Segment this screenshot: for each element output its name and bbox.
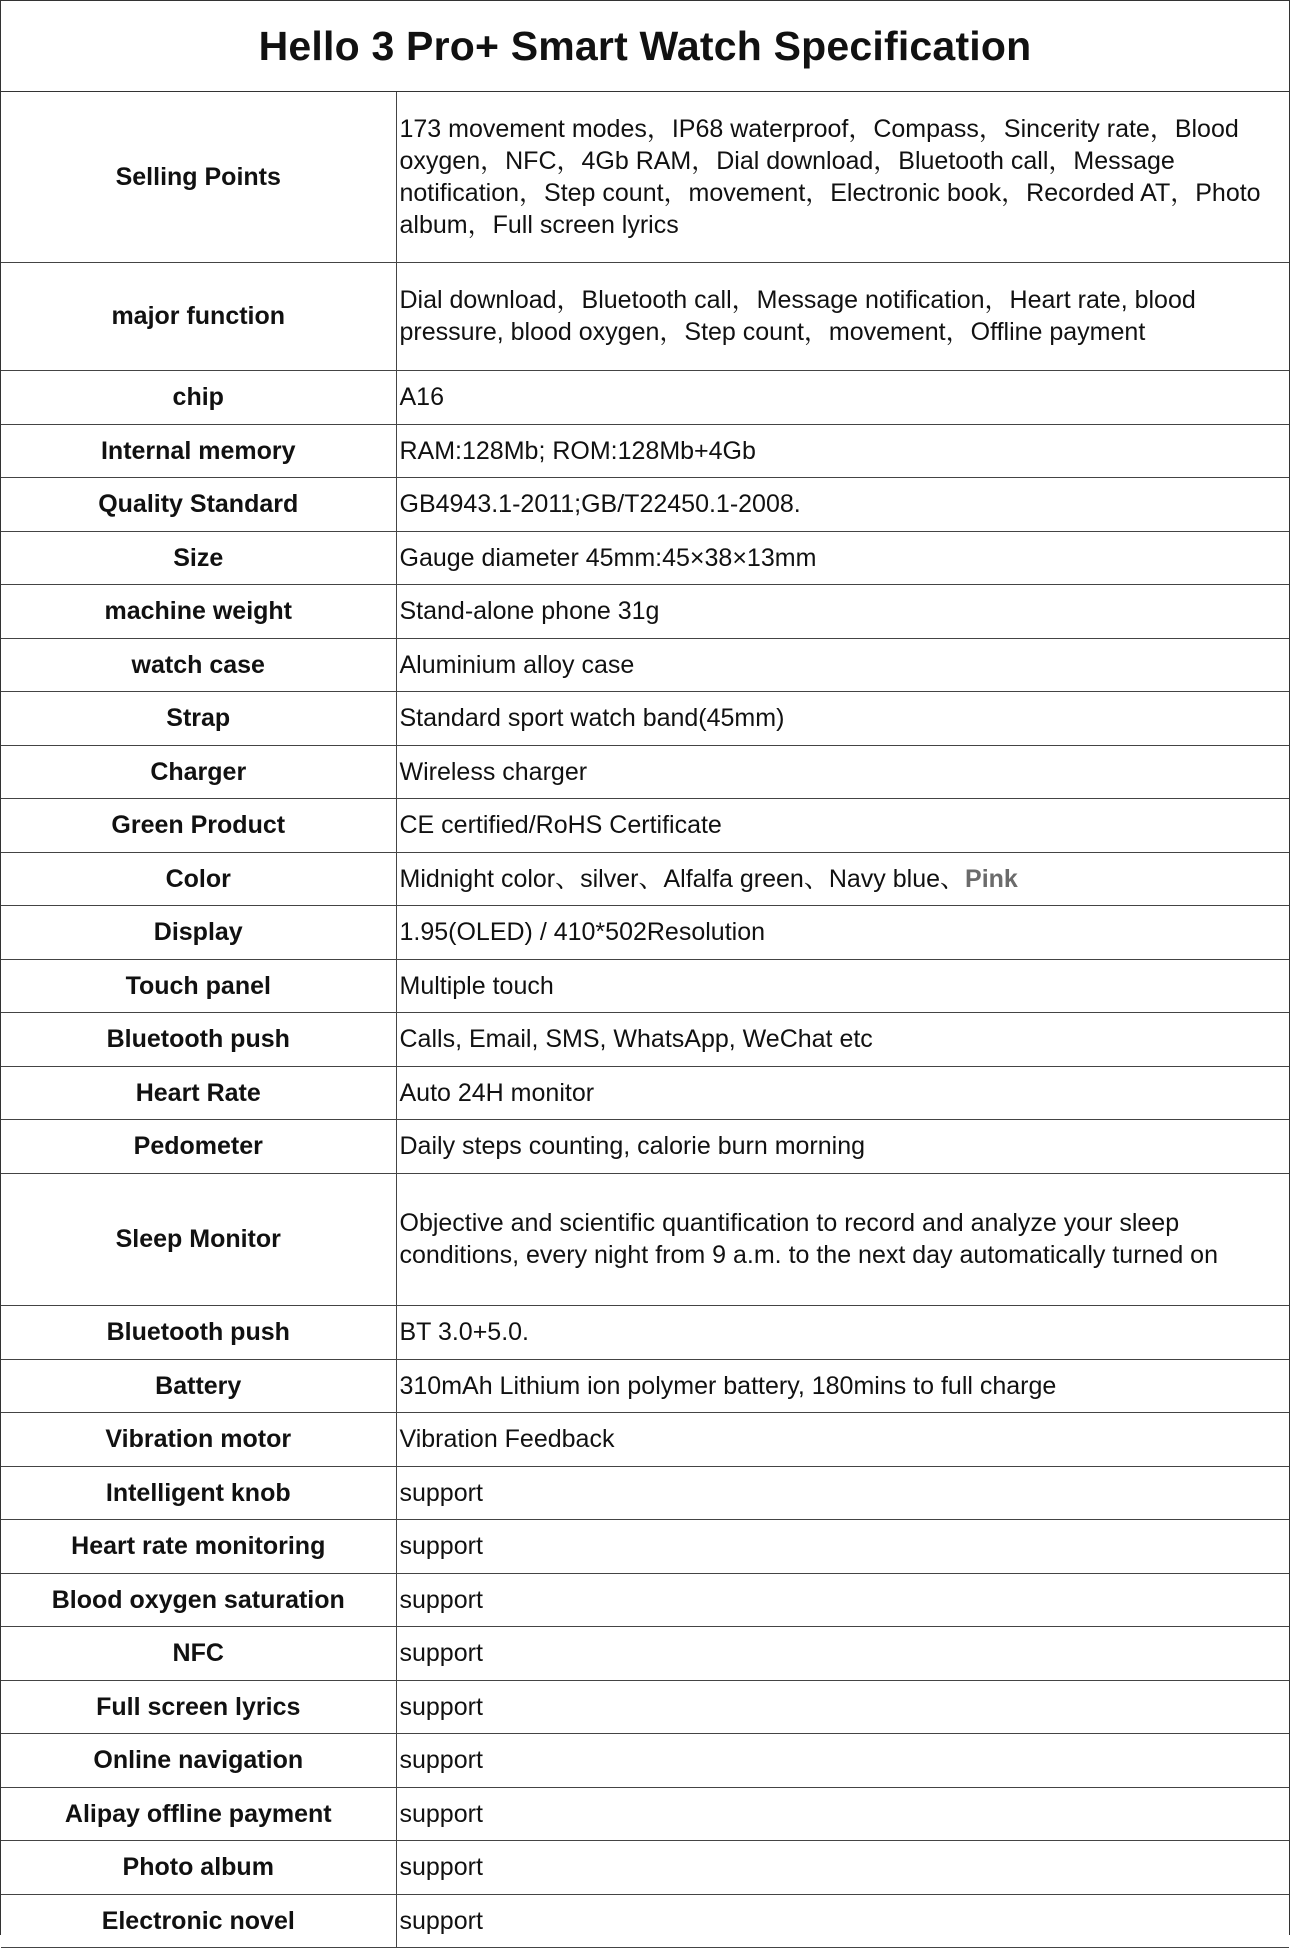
spec-value-text: 310mAh Lithium ion polymer battery, 180mins to full charge [399, 1371, 1057, 1400]
spec-value [396, 798, 1289, 852]
table-row [1, 1119, 1289, 1173]
spec-label: Quality Standard [1, 477, 396, 531]
spec-value [396, 1412, 1289, 1466]
table-row [1, 1787, 1289, 1840]
spec-label: Internal memory [1, 424, 396, 477]
spec-label: Charger [1, 745, 396, 798]
spec-value [396, 92, 1289, 262]
spec-label: Heart rate monitoring [1, 1519, 396, 1573]
spec-label: Blood oxygen saturation [1, 1573, 396, 1626]
spec-label: Heart Rate [1, 1066, 396, 1119]
spec-value-text: support [399, 1746, 483, 1774]
spec-value-text: Vibration Feedback [399, 1425, 615, 1453]
spec-value-text: Stand-alone phone 31g [399, 597, 660, 625]
page-title: Hello 3 Pro+ Smart Watch Specification [258, 22, 1032, 69]
table-row [1, 584, 1289, 638]
spec-value-text: Gauge diameter 45mm:45×38×13mm [399, 543, 817, 572]
spec-value [396, 905, 1289, 959]
spec-value [396, 1119, 1289, 1173]
spec-table [1, 92, 1289, 1948]
spec-label: Selling Points [1, 92, 396, 262]
table-row [1, 905, 1289, 959]
table-row [1, 1359, 1289, 1412]
spec-label: Green Product [1, 798, 396, 852]
spec-value-text: support [399, 1639, 483, 1667]
table-row [1, 92, 1289, 262]
table-row [1, 424, 1289, 477]
table-row [1, 852, 1289, 905]
spec-value-text: support [399, 1906, 483, 1935]
spec-value-text: Midnight color、silver、Alfalfa green、Navy blue、 [399, 864, 966, 893]
table-row [1, 745, 1289, 798]
spec-value-text: Dial download，Bluetooth call，Message notification，Heart rate, blood pressure, blood oxygen，Step count，movement，Offline payment [399, 286, 1196, 346]
spec-value [396, 584, 1289, 638]
spec-label: Pedometer [1, 1119, 396, 1173]
spec-value-text: support [399, 1478, 483, 1507]
spec-value [396, 1787, 1289, 1840]
table-row [1, 1012, 1289, 1066]
table-row [1, 1894, 1289, 1947]
spec-label: Full screen lyrics [1, 1680, 396, 1733]
spec-value-text: Aluminium alloy case [399, 650, 635, 679]
spec-label: Alipay offline payment [1, 1787, 396, 1840]
spec-label: Vibration motor [1, 1412, 396, 1466]
spec-label: Photo album [1, 1840, 396, 1894]
table-row [1, 1573, 1289, 1626]
spec-label: machine weight [1, 584, 396, 638]
spec-value-text: Calls, Email, SMS, WhatsApp, WeChat etc [399, 1025, 873, 1053]
spec-value [396, 262, 1289, 370]
spec-value [396, 1573, 1289, 1626]
spec-label: chip [1, 370, 396, 424]
spec-label: Intelligent knob [1, 1466, 396, 1519]
spec-value [396, 1173, 1289, 1305]
spec-label: major function [1, 262, 396, 370]
table-row [1, 477, 1289, 531]
spec-value [396, 1680, 1289, 1733]
spec-value-text: support [399, 1532, 483, 1560]
spec-label: Touch panel [1, 959, 396, 1012]
spec-label: NFC [1, 1626, 396, 1680]
table-row [1, 531, 1289, 584]
spec-value [396, 1359, 1289, 1412]
spec-label: Online navigation [1, 1733, 396, 1787]
spec-label: Strap [1, 691, 396, 745]
table-row [1, 691, 1289, 745]
spec-value [396, 959, 1289, 1012]
spec-value-text: Wireless charger [399, 757, 588, 786]
spec-value-text: Auto 24H monitor [399, 1078, 595, 1107]
spec-value-text: support [399, 1585, 483, 1614]
spec-value-text: Standard sport watch band(45mm) [399, 704, 785, 732]
spec-value-text: RAM:128Mb; ROM:128Mb+4Gb [399, 436, 756, 465]
spec-label: Battery [1, 1359, 396, 1412]
spec-value [396, 852, 1289, 905]
spec-value [396, 1733, 1289, 1787]
table-row [1, 1680, 1289, 1733]
table-row [1, 1466, 1289, 1519]
spec-value-text: GB4943.1-2011;GB/T22450.1-2008. [399, 490, 801, 518]
table-row [1, 638, 1289, 691]
table-row [1, 1519, 1289, 1573]
spec-value-extra: Pink [965, 864, 1018, 893]
spec-value [396, 691, 1289, 745]
spec-value [396, 370, 1289, 424]
table-row [1, 1305, 1289, 1359]
spec-label: Sleep Monitor [1, 1173, 396, 1305]
table-row [1, 1626, 1289, 1680]
spec-value-text: support [399, 1853, 483, 1881]
table-row [1, 959, 1289, 1012]
spec-label: Electronic novel [1, 1894, 396, 1947]
spec-table-body [1, 92, 1289, 1947]
spec-value-text: Daily steps counting, calorie burn morning [399, 1132, 866, 1160]
spec-value [396, 1066, 1289, 1119]
spec-value [396, 1894, 1289, 1947]
table-row [1, 1412, 1289, 1466]
table-row [1, 1066, 1289, 1119]
spec-value [396, 638, 1289, 691]
spec-value-text: Multiple touch [399, 971, 554, 1000]
title-bar [1, 0, 1289, 92]
table-row [1, 798, 1289, 852]
spec-label: Bluetooth push [1, 1012, 396, 1066]
spec-value [396, 1840, 1289, 1894]
spec-label: Bluetooth push [1, 1305, 396, 1359]
table-row [1, 1173, 1289, 1305]
spec-value [396, 424, 1289, 477]
spec-value [396, 1012, 1289, 1066]
table-row [1, 1840, 1289, 1894]
spec-label: Color [1, 852, 396, 905]
spec-value [396, 1626, 1289, 1680]
spec-value [396, 531, 1289, 584]
spec-value [396, 1519, 1289, 1573]
spec-value-text: Objective and scientific quantification to record and analyze your sleep conditions, every night from 9 a.m. to the next day automatically turned on [399, 1209, 1218, 1269]
table-row [1, 262, 1289, 370]
spec-label: Display [1, 905, 396, 959]
spec-value-text: CE certified/RoHS Certificate [399, 811, 722, 839]
spec-value [396, 1305, 1289, 1359]
table-row [1, 1733, 1289, 1787]
spec-value-text: support [399, 1799, 483, 1828]
spec-value-text: 173 movement modes，IP68 waterproof，Compass，Sincerity rate，Blood oxygen，NFC，4Gb RAM，Dial download，Bluetooth call，Message notification，Step count，movement，Electronic book，Recorded AT，Photo album，Full screen lyrics [399, 114, 1261, 239]
spec-value-text: BT 3.0+5.0. [399, 1318, 529, 1346]
spec-value [396, 745, 1289, 798]
table-row [1, 370, 1289, 424]
spec-value-text: support [399, 1692, 483, 1721]
spec-value [396, 477, 1289, 531]
spec-value-text: A16 [399, 383, 444, 411]
spec-label: Size [1, 531, 396, 584]
spec-value [396, 1466, 1289, 1519]
spec-value-text: 1.95(OLED) / 410*502Resolution [399, 918, 766, 946]
spec-label: watch case [1, 638, 396, 691]
